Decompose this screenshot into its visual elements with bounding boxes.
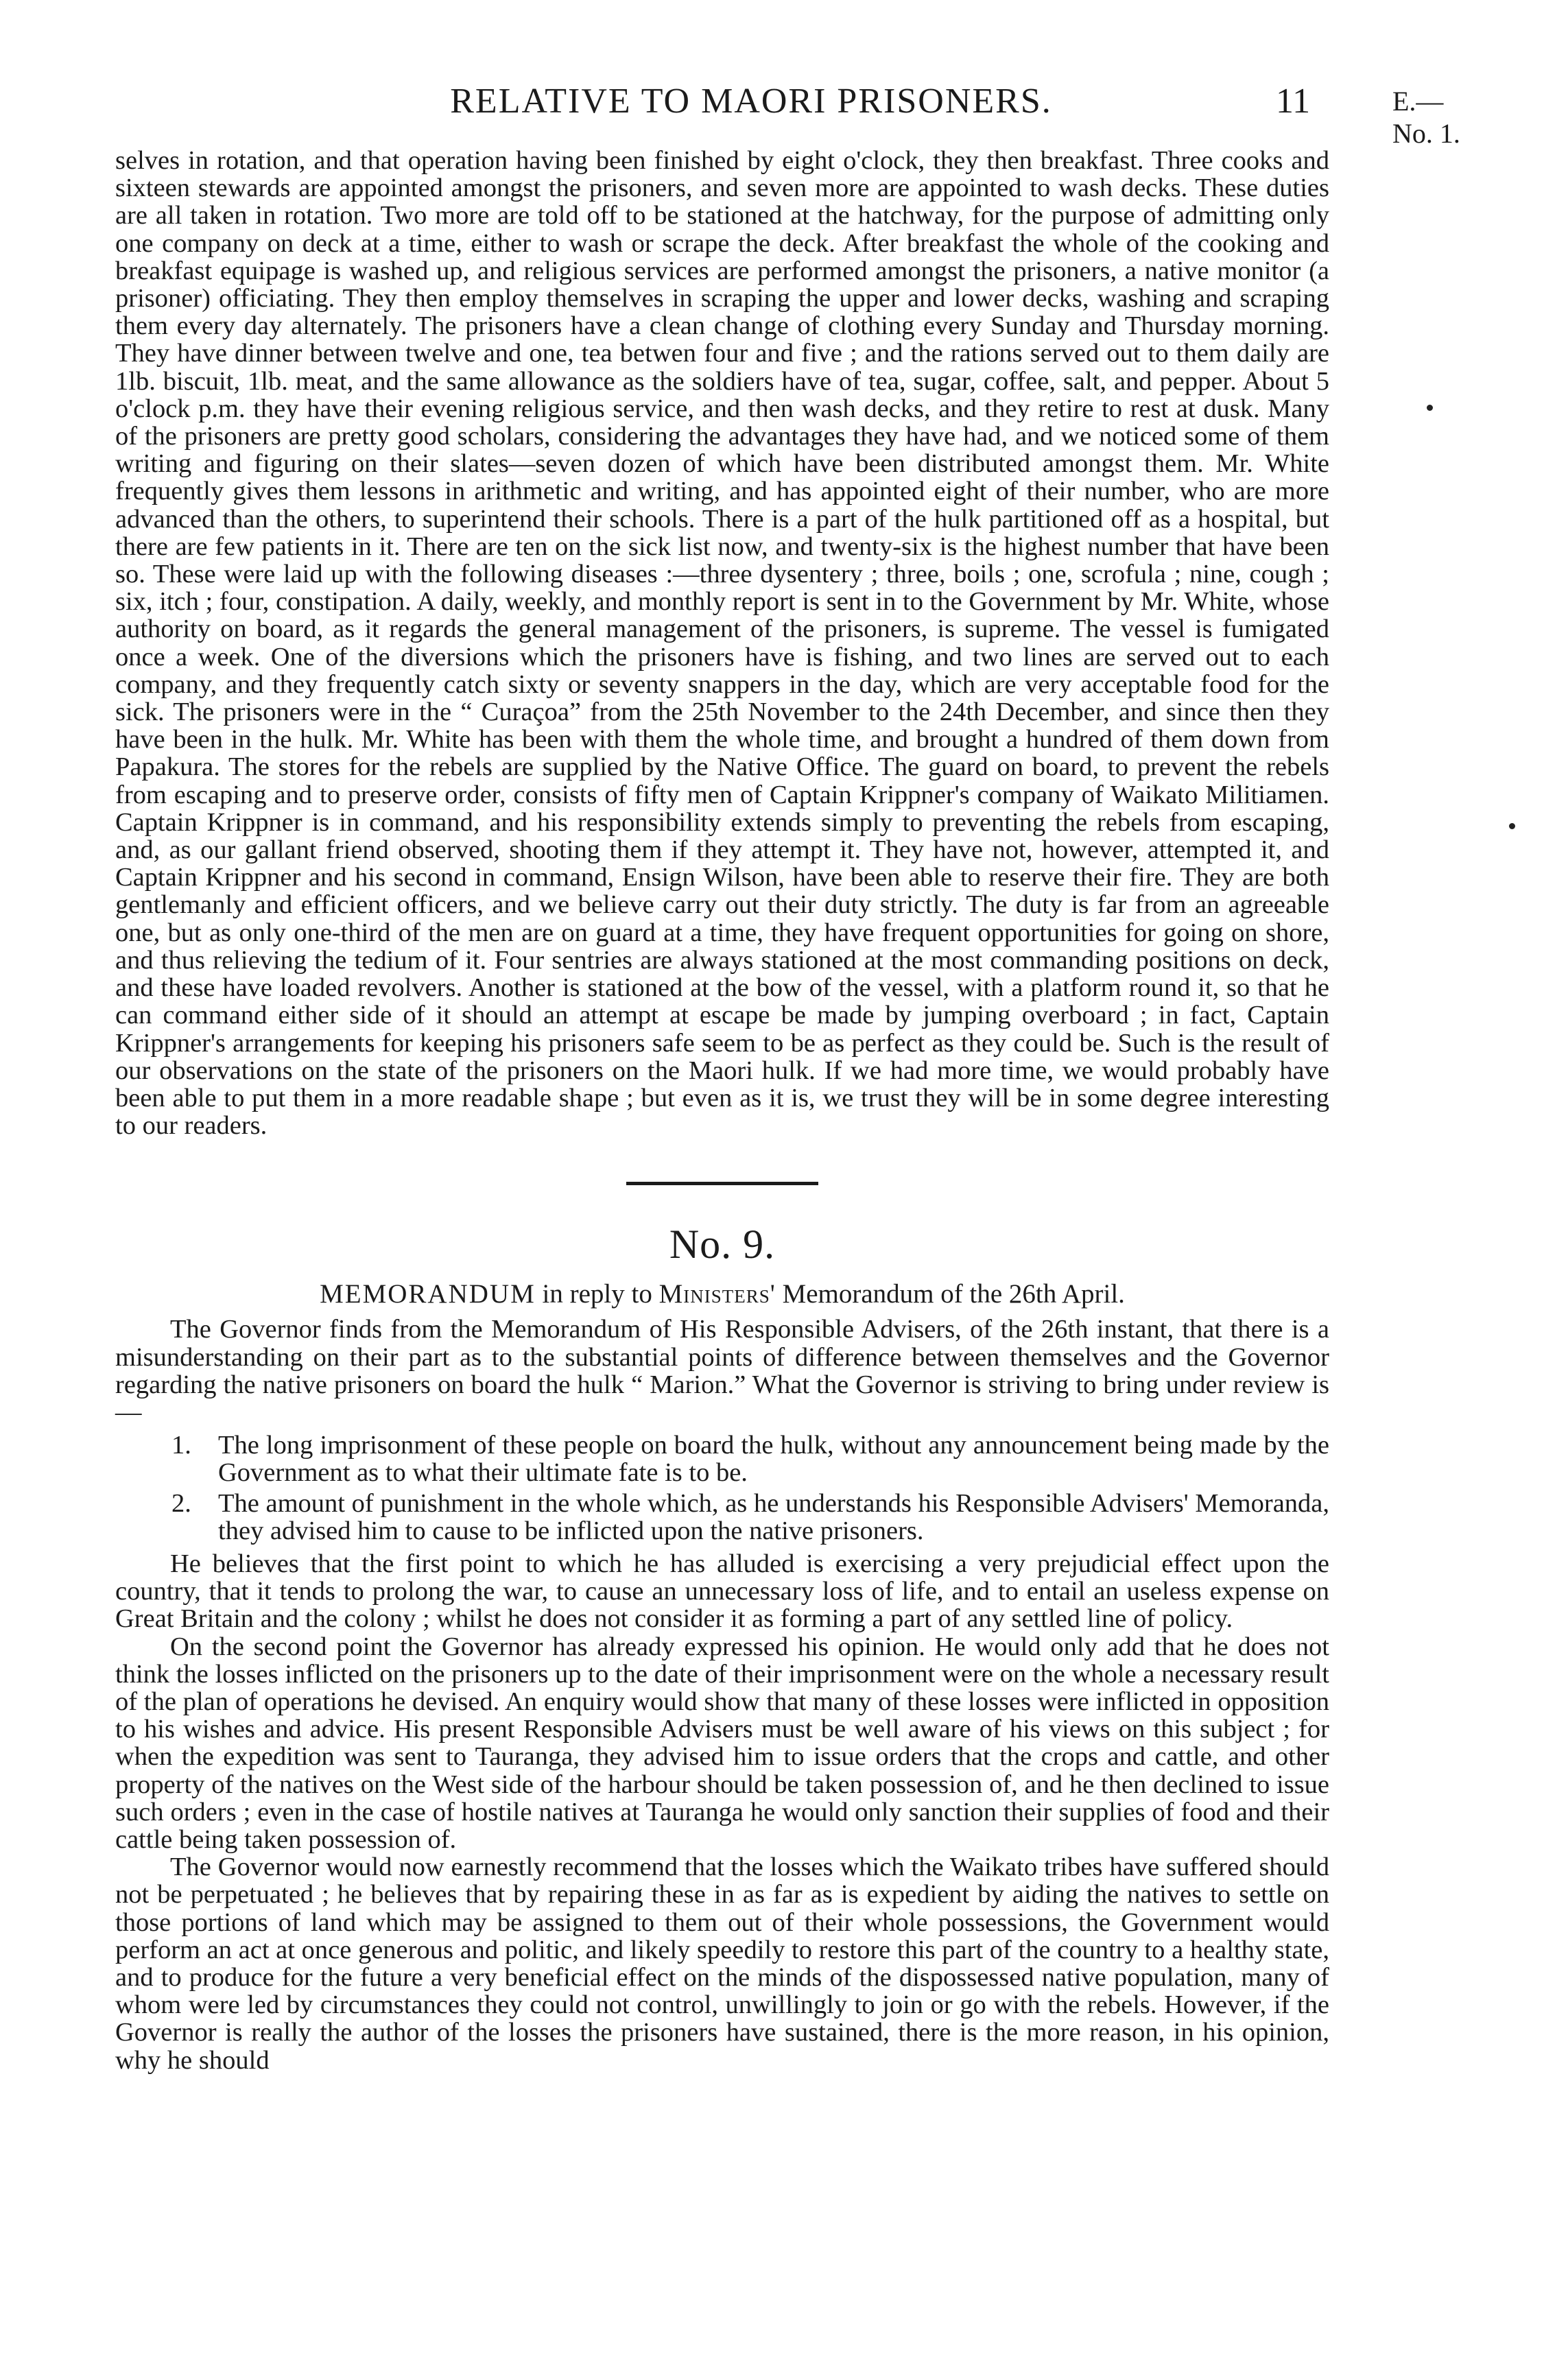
list-item (115, 1490, 1329, 1545)
list-item-number: 1. (171, 1431, 191, 1460)
margin-speck (1509, 823, 1515, 829)
running-header (117, 81, 1482, 149)
review-points-list (115, 1431, 1329, 1545)
list-item (115, 1431, 1329, 1486)
continuation-paragraph: selves in rotation, and that operation having been finished by eight o'clock, they then breakfast. Three cooks and sixteen stewards are appointed amongst the prisoners, and seven more are appointed to wash decks. These duties are all taken in rotation. Two more are told off to be stationed at the hatchway, for the purpose of admitting only one company on deck at a time, either to wash or scrape the deck. After breakfast the whole of the cooking and breakfast equipage is washed up, and religious services are performed amongst the prisoners, a native monitor (a prisoner) officiating. They then employ themselves in scraping the upper and lower decks, washing and scraping them every day alternately. The prisoners have a clean change of clothing every Sunday and Thursday morning. They have dinner between twelve and one, tea betwen four and five ; and the rations served out to them daily are 1lb. biscuit, 1lb. meat, and the same allowance as the soldiers have of tea, sugar, coffee, salt, and pepper. About 5 o'clock p.m. they have their evening religious service, and then wash decks, and they retire to rest at dusk. Many of the prisoners are pretty good scholars, considering the advantages they have had, and we noticed some of them writing and figuring on their slates—seven dozen of which have been distributed amongst them. Mr. White frequently gives them lessons in arithmetic and writing, and has appointed eight of their number, who are more advanced than the others, to superintend their schools. There is a part of the hulk partitioned off as a hospital, but there are few patients in it. There are ten on the sick list now, and twenty-six is the highest number that have been so. These were laid up with the following diseases :—three dysentery ; three, boils ; one, scrofula ; nine, cough ; six, itch ; four, constipation. A daily, weekly, and monthly report is sent in to the Government by Mr. White, whose authority on board, as it regards the general management of the prisoners, is supreme. The vessel is fumigated once a week. One of the diversions which the prisoners have is fishing, and two lines are served out to each company, and they frequently catch sixty or seventy snappers in the day, which are very acceptable food for the sick. The prisoners were in the “ Curaçoa” from the 25th November to the 24th December, and since then they have been in the hulk. Mr. White has been with them the whole time, and brought a hundred of them down from Papakura. The stores for the rebels are supplied by the Native Office. The guard on board, to prevent the rebels from escaping and to preserve order, consists of fifty men of Captain Krippner's company of Waikato Militiamen. Captain Krippner is in command, and his responsibility extends simply to preventing the rebels from escaping, and, as our gallant friend observed, shooting them if they attempt it. They have not, however, attempted it, and Captain Krippner and his second in command, Ensign Wilson, have been able to reserve their fire. They are both gentlemanly and efficient officers, and we believe carry out their duty strictly. The duty is far from an agreeable one, but as only one-third of the men are on guard at a time, they have frequent opportunities for going on shore, and thus relieving the tedium of it. Four sentries are always stationed at the most commanding positions on deck, and these have loaded revolvers. Another is stationed at the bow of the vessel, with a platform round it, so that he can command either side of it should an attempt at escape be made by jumping overboard ; in fact, Captain Krippner's arrangements for keeping his prisoners safe seem to be as perfect as they could be. Such is the result of our observations on the state of the prisoners on the Maori hulk. If we had more time, we would probably have been able to put them in a more readable shape ; but even as it is, we trust they will be in some degree interesting to our readers. (115, 146, 1329, 1141)
document-reference: E.—No. 1. (1392, 86, 1460, 149)
margin-speck (1427, 405, 1433, 411)
body-paragraph: The Governor would now earnestly recommend that the losses which the Waikato tribes have suffered should not be perpetuated ; he believes that by repairing these in as far as is expedient by aiding the natives to settle on those portions of land which may be assigned to them out of their whole possessions, the Government would perform an act at once generous and politic, and likely speedily to restore this part of the country to a healthy state, and to produce for the future a very beneficial effect on the minds of the dispossessed native population, many of whom were led by circumstances they could not control, unwillingly to join or go with the rebels. However, if the Governor is really the author of the losses the prisoners have sustained, there is the more reason, in his opinion, why he should (115, 1853, 1329, 2075)
body-paragraph: He believes that the first point to which he has alluded is exercising a very prejudicial effect upon the country, that it tends to prolong the war, to cause an unnecessary loss of life, and to entail an useless expense on Great Britain and the colony ; whilst he does not consider it as forming a part of any settled line of policy. (115, 1549, 1329, 1634)
memorandum-heading (115, 1280, 1329, 1309)
running-title: RELATIVE TO MAORI PRISONERS. (450, 82, 1052, 121)
list-item-text: The long imprisonment of these people on board the hulk, without any announcement being made by the Government as to what their ultimate fate is to be. (218, 1431, 1329, 1488)
memorandum-ministers: Ministers' (658, 1279, 776, 1309)
list-item-number: 2. (171, 1488, 191, 1518)
body-paragraph: On the second point the Governor has already expressed his opinion. He would only add that he does not think the losses inflicted on the prisoners up to the date of their imprisonment were on the whole a necessary result of the plan of operations he devised. An enquiry would show that many of these losses were inflicted in opposition to his wishes and advice. His present Responsible Advisers must be well aware of his views on this subject ; for when the expedition was sent to Tauranga, they advised him to issue orders that the crops and cattle, and other property of the natives on the West side of the harbour should be taken possession of, and he then declined to issue such orders ; even in the case of hostile natives at Tauranga he would only sanction their supplies of food and their cattle being taken possession of. (115, 1632, 1329, 1854)
memorandum-connector: in reply to (542, 1279, 652, 1309)
memorandum-word: MEMORANDUM (320, 1279, 536, 1309)
memorandum-date: Memorandum of the 26th April. (782, 1279, 1125, 1309)
section-divider-rule (626, 1182, 818, 1185)
section-number-heading: No. 9. (669, 1222, 776, 1268)
list-item-text: The amount of punishment in the whole which, as he understands his Responsible Advisers' Memoranda, they advised him to cause to be inflicted upon the native prisoners. (218, 1488, 1329, 1545)
memorandum-intro-paragraph: The Governor finds from the Memorandum of His Responsible Advisers, of the 26th instant, that there is a misunderstanding on their part as to the substantial points of difference between themselves and the Governor regarding the native prisoners on board the hulk “ Marion.” What the Governor is striving to bring under review is— (115, 1315, 1329, 1427)
text-column (115, 147, 1329, 2074)
page-number: 11 (1276, 82, 1311, 121)
